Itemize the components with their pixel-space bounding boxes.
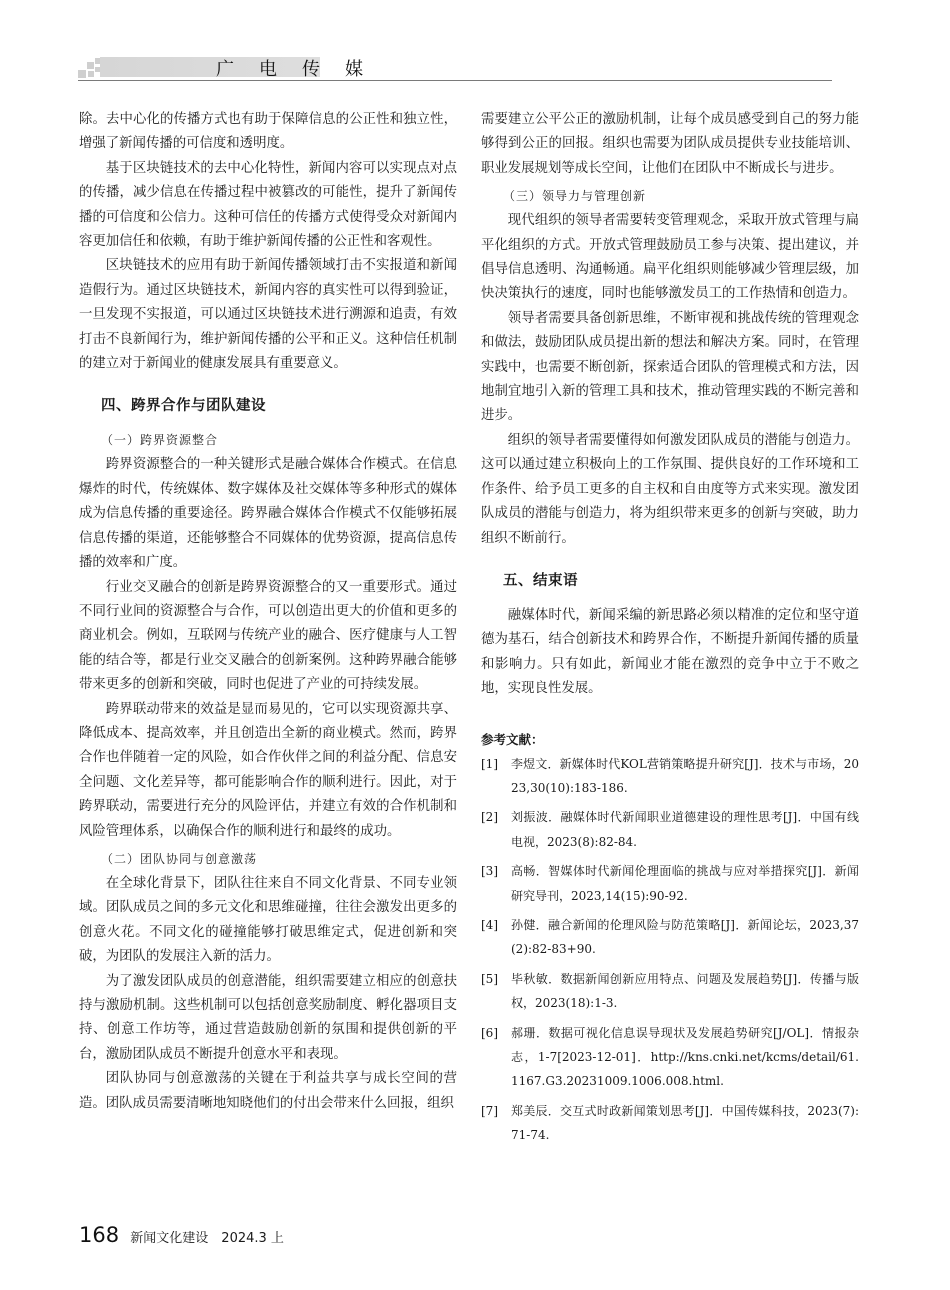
reference-number: [6] xyxy=(481,1025,498,1040)
paragraph: 为了激发团队成员的创意潜能，组织需要建立相应的创意扶持与激励机制。这些机制可以包括创意奖励制度、孵化器项目支持、创意工作坊等，通过营造鼓励创新的氛围和提供创新的平台，激励团队成员不断提升创意水平和表现。 xyxy=(79,973,457,1062)
reference-item xyxy=(481,913,859,962)
header-rule xyxy=(78,80,832,81)
paragraph: 行业交叉融合的创新是跨界资源整合的又一重要形式。通过不同行业间的资源整合与合作，可以创造出更大的价值和更多的商业机会。例如，互联网与传统产业的融合、医疗健康与人工智能的结合等，都是行业交叉融合的创新案例。这种跨界融合能够带来更多的创新和突破，同时也促进了产业的可持续发展。 xyxy=(79,579,457,693)
section-heading: 五、结束语 xyxy=(503,572,578,589)
reference-item xyxy=(481,752,859,801)
paragraph: 组织的领导者需要懂得如何激发团队成员的潜能与创造力。这可以通过建立积极向上的工作氛围、提供良好的工作环境和工作条件、给予员工更多的自主权和自由度等方式来实现。激发团队成员的潜能与创造力，将为组织带来更多的创新与突破，助力组织不断前行。 xyxy=(481,432,859,546)
reference-number: [3] xyxy=(481,864,498,879)
right-column xyxy=(481,108,859,1153)
reference-number: [2] xyxy=(481,810,498,825)
reference-text: 郝珊．数据可视化信息误导现状及发展趋势研究[J/OL]．情报杂志，1-7[2023-12-01]．http://kns.cnki.net/kcms/detail/61.1167.G3.20231009.1006.008.html. xyxy=(511,1025,859,1089)
subsection-heading: （三）领导力与管理创新 xyxy=(503,189,647,204)
paragraph: 除。去中心化的传播方式也有助于保障信息的公正性和独立性，增强了新闻传播的可信度和透明度。 xyxy=(79,112,457,152)
left-column xyxy=(79,108,457,1116)
reference-item xyxy=(481,1021,859,1094)
paragraph: 需要建立公平公正的激励机制，让每个成员感受到自己的努力能够得到公正的回报。组织也需要为团队成员提供专业技能培训、职业发展规划等成长空间，让他们在团队中不断成长与进步。 xyxy=(481,112,859,176)
reference-number: [4] xyxy=(481,917,498,932)
paragraph: 融媒体时代，新闻采编的新思路必须以精准的定位和坚守道德为基石，结合创新技术和跨界合作，不断提升新闻传播的质量和影响力。只有如此，新闻业才能在激烈的竞争中立于不败之地，实现良性发展。 xyxy=(481,607,859,697)
reference-item xyxy=(481,859,859,908)
paragraph: 跨界联动带来的效益是显而易见的，它可以实现资源共享、降低成本、提高效率，并且创造出全新的商业模式。然而，跨界合作也伴随着一定的风险，如合作伙伴之间的利益分配、信息安全问题、文化差异等，都可能影响合作的顺利进行。因此，对于跨界联动，需要进行充分的风险评估，并建立有效的合作机制和风险管理体系，以确保合作的顺利进行和最终的成功。 xyxy=(79,701,457,839)
paragraph: 跨界资源整合的一种关键形式是融合媒体合作模式。在信息爆炸的时代，传统媒体、数字媒体及社交媒体等多种形式的媒体成为信息传播的重要途径。跨界融合媒体合作模式不仅能够拓展信息传播的渠道，还能够整合不同媒体的优势资源，提高信息传播的效率和广度。 xyxy=(79,457,457,571)
subsection-heading: （一）跨界资源整合 xyxy=(101,433,219,448)
reference-number: [7] xyxy=(481,1103,498,1118)
reference-item xyxy=(481,1099,859,1148)
paragraph: 基于区块链技术的去中心化特性，新闻内容可以实现点对点的传播，减少信息在传播过程中被篡改的可能性，提升了新闻传播的可信度和公信力。这种可信任的传播方式使得受众对新闻内容更加信任和依赖，有助于维护新闻传播的公正性和客观性。 xyxy=(79,160,457,250)
paragraph: 现代组织的领导者需要转变管理观念，采取开放式管理与扁平化组织的方式。开放式管理鼓励员工参与决策、提出建议，并倡导信息透明、沟通畅通。扁平化组织则能够减少管理层级，加快决策执行的速度，同时也能够激发员工的工作热情和创造力。 xyxy=(481,213,859,302)
reference-item xyxy=(481,805,859,854)
reference-number: [1] xyxy=(481,756,498,771)
section-name: 广电传媒 xyxy=(216,59,388,80)
page-footer xyxy=(79,1223,284,1253)
reference-text: 毕秋敏．数据新闻创新应用特点、问题及发展趋势[J]．传播与版权，2023(18):1-3. xyxy=(511,971,859,1011)
reference-text: 郑美辰．交互式时政新闻策划思考[J]．中国传媒科技，2023(7):71-74. xyxy=(511,1103,859,1143)
paragraph: 团队协同与创意激荡的关键在于利益共享与成长空间的营造。团队成员需要清晰地知晓他们的付出会带来什么回报，组织 xyxy=(79,1071,457,1111)
reference-text: 高畅．智媒体时代新闻伦理面临的挑战与应对举措探究[J]．新闻研究导刊，2023,14(15):90-92. xyxy=(511,864,859,903)
references-heading: 参考文献： xyxy=(481,731,544,747)
journal-name: 新闻文化建设 xyxy=(130,1231,209,1246)
references-list xyxy=(481,752,859,1148)
paragraph: 区块链技术的应用有助于新闻传播领域打击不实报道和新闻造假行为。通过区块链技术，新闻内容的真实性可以得到验证，一旦发现不实报道，可以通过区块链技术进行溯源和追责，有效打击不良新闻行为，维护新闻传播的公平和正义。这种信任机制的建立对于新闻业的健康发展具有重要意义。 xyxy=(79,258,457,372)
running-header xyxy=(78,56,832,84)
reference-text: 李煜文．新媒体时代KOL营销策略提升研究[J]．技术与市场，2023,30(10):183-186. xyxy=(511,756,859,795)
reference-item xyxy=(481,967,859,1016)
paragraph: 在全球化背景下，团队往往来自不同文化背景、不同专业领域。团队成员之间的多元文化和思维碰撞，往往会激发出更多的创意火花。不同文化的碰撞能够打破思维定式，促进创新和突破，为团队的发展注入新的活力。 xyxy=(79,875,457,965)
paragraph: 领导者需要具备创新思维，不断审视和挑战传统的管理观念和做法，鼓励团队成员提出新的想法和解决方案。同时，在管理实践中，也需要不断创新，探索适合团队的管理模式和方法，因地制宜地引入新的管理工具和技术，推动管理实践的不断完善和进步。 xyxy=(481,310,859,424)
reference-text: 孙健．融合新闻的伦理风险与防范策略[J]．新闻论坛，2023,37(2):82-83+90. xyxy=(511,917,859,957)
page-number: 168 xyxy=(79,1223,120,1247)
reference-number: [5] xyxy=(481,971,498,986)
subsection-heading: （二）团队协同与创意激荡 xyxy=(101,851,258,866)
issue-label: 2024.3 上 xyxy=(221,1231,284,1246)
reference-text: 刘振波．融媒体时代新闻职业道德建设的理性思考[J]．中国有线电视，2023(8):82-84. xyxy=(511,810,859,849)
section-heading: 四、跨界合作与团队建设 xyxy=(101,398,266,415)
